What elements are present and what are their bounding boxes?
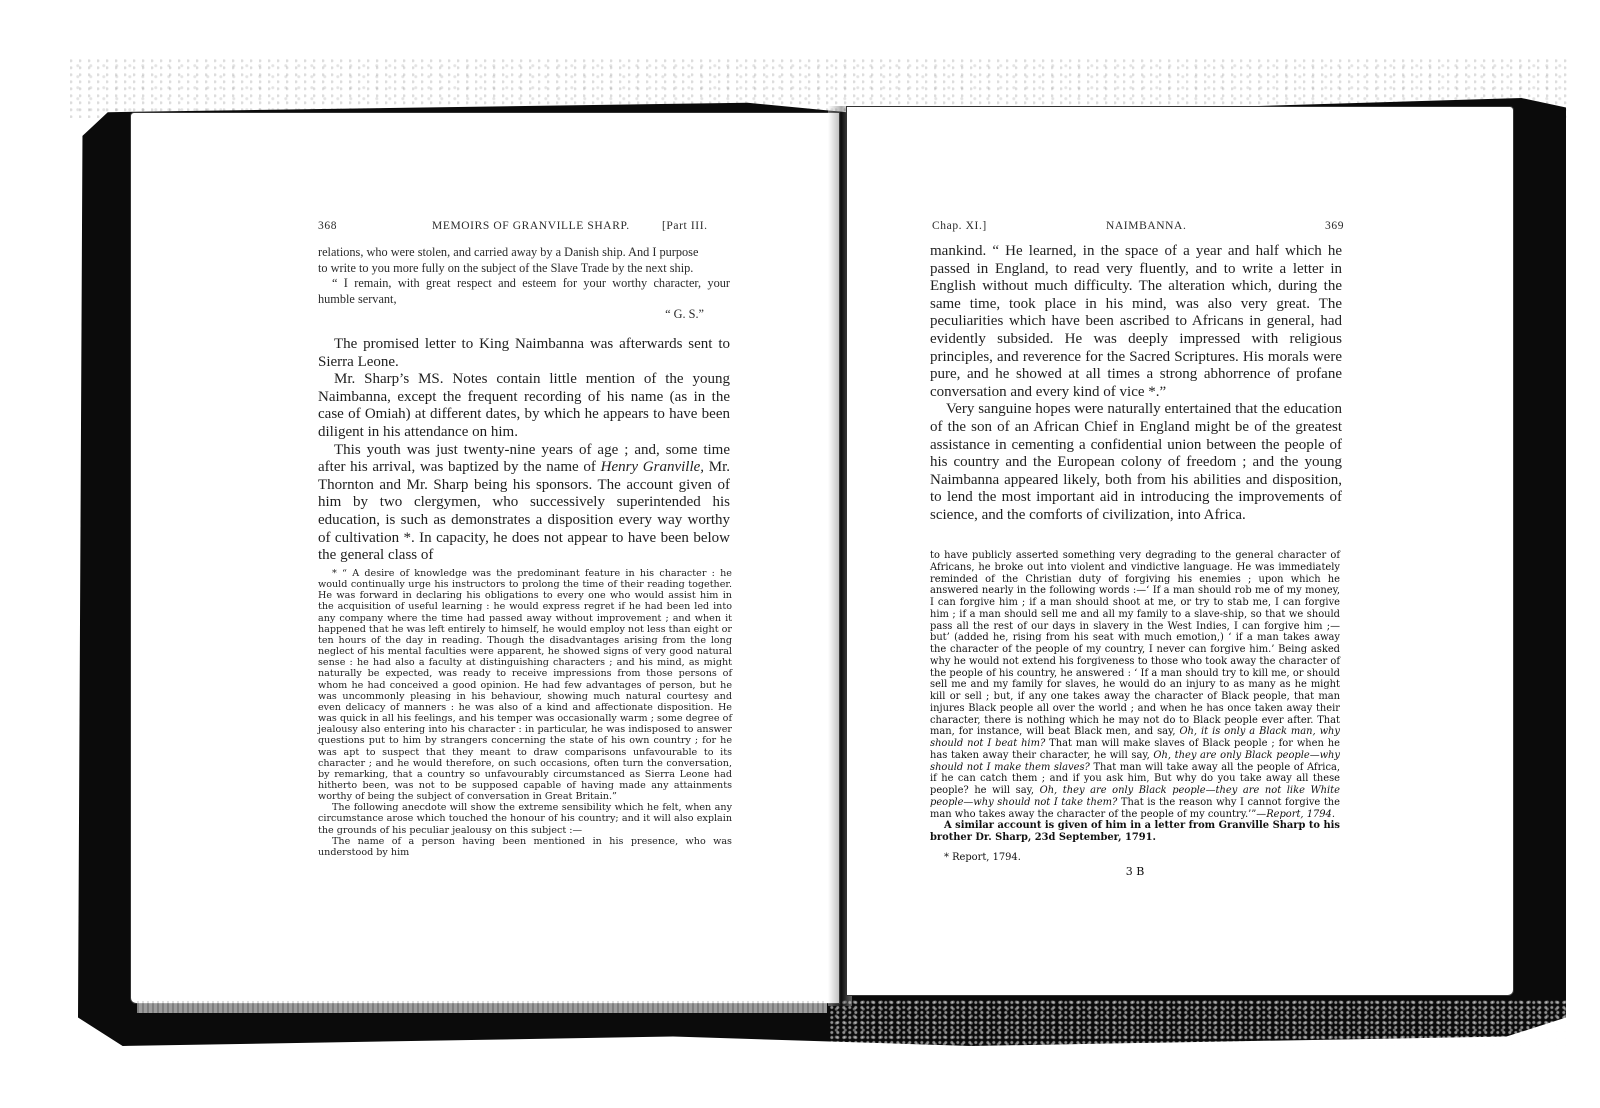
- left-body-text: [318, 336, 730, 565]
- paragraph: mankind. “ He learned, in the space of a year and half which he passed in England, to read very fluently, and to write a letter in English without much difficulty. The alteration which, during the same time, took place in his mind, was also very great. The peculiarities which have been ascribed to Africans in general, had evidently subsided. He was deeply impressed with religious principles, and reverence for the Sacred Scriptures. His morals were pure, and he showed at all times a strong abhorrence of profane conversation and every kind of vice *.”: [930, 243, 1342, 400]
- paragraph: Mr. Sharp’s MS. Notes contain little mention of the young Naimbanna, except the frequent recording of his name (as in the case of Omiah) at different dates, by which he appears to have been diligent in his attendance on him.: [318, 371, 730, 440]
- right-page-number: 369: [1325, 220, 1345, 232]
- footnote-text: That man will take away all the people of Africa, if he can catch them ; and if you ask him, But why do you take away all these people? he will say,: [930, 761, 1340, 796]
- letter-line: relations, who were stolen, and carried away by a Danish ship. And I purpose: [318, 245, 699, 259]
- footnote-text: to have publicly asserted something very degrading to the general character of Africans, he broke out into violent and vindictive language. He was immediately reminded of the Christian duty of forgiving his enemies ; upon which he answered nearly in the following words :—‘ If a man should rob me of my money, I can forgive him ; if a man should shoot at me, or try to stab me, I can forgive him ; if a man should sell me and all my family to a slave-ship, so that we should pass all the rest of our days in slavery in the West Indies, I can forgive him ;—but’ (added he, rising from his seat with much emotion,) ‘ if a man takes away the character of the people of my country, I never can forgive him.’ Being asked why he would not extend his forgiveness to those who took away the character of the people of his country, he answered : ‘ If a man should try to kill me, or should sell me and my family for slaves, he would do an injury to as many as he might kill or sell ; but, if any one takes away the character of Black people, that man injures Black people all over the world ; and when he has once taken away their character, there is nothing which he may not do to Black people ever after. That man, for instance, will beat Black men, and say,: [930, 550, 1340, 738]
- footnote-reference: * Report, 1794.: [944, 851, 1021, 863]
- right-running-title: NAIMBANNA.: [1106, 220, 1187, 232]
- footnote-paragraph: [930, 550, 1340, 820]
- footnote-text: That man will make slaves of Black people ; for when he has taken away their character, he will say,: [930, 738, 1340, 761]
- footnote-text: That is the reason why I cannot forgive the man who takes away the character of the people of my country.’”—: [930, 796, 1340, 820]
- paragraph-text: Mr. Thornton and Mr. Sharp being his sponsors. The account given of him by two clergymen, who successively superintended his education, is such as demonstrates a disposition every way worthy of cultivation *. In capacity, he does not appear to have been below the general class of: [318, 459, 731, 564]
- paragraph-text: This youth was just twenty-nine years of age ; and, some time after his arrival, was baptized by the name of: [318, 441, 730, 476]
- baptismal-name: Henry Granville,: [600, 459, 705, 476]
- paragraph: The promised letter to King Naimbanna was afterwards sent to Sierra Leone.: [318, 336, 730, 370]
- footnote-citation: Report, 1794.: [1266, 808, 1335, 820]
- scan-noise-bottom: [830, 1000, 1570, 1048]
- right-footnote: [930, 550, 1340, 877]
- letter-excerpt: [318, 245, 730, 323]
- footnote-quote: Oh, it is only a Black man, why should not I beat him?: [930, 726, 1340, 749]
- letter-line: to write to you more fully on the subject of the Slave Trade by the next ship.: [318, 260, 694, 275]
- left-footnote: [318, 568, 732, 858]
- left-part-label: [Part III.: [662, 220, 708, 232]
- footnote-paragraph: * “ A desire of knowledge was the predominant feature in his character : he would continually urge his instructors to prolong the time of their reading together. He was forward in declaring his obligations to every one who would assist him in the acquisition of useful learning : he would express regret if he had been led into any company where the time had passed away without improvement ; and when it happened that he was left entirely to himself, he would employ not less than eight or ten hours of the day in reading. Though the disadvantages arising from the long neglect of his mental faculties were apparent, he showed signs of very good natural sense : he had also a faculty at distinguishing characters ; and his mind, as might naturally be expected, was ready to receive impressions from those persons of whom he had conceived a good opinion. He had few advantages of person, but he was uncommonly pleasing in his behaviour, showing much natural courtesy and even delicacy of manners : he was also of a kind and affectionate disposition. He was quick in all his feelings, and his temper was occasionally warm ; some degree of jealousy also entering into his character : in particular, he was indisposed to answer questions put to him by strangers concerning the state of his own country ; for he was apt to suspect that they meant to draw comparisons unfavourable to its character ; and he would therefore, on such occasions, often turn the conversation, by remarking, that a country so unfavourably circumstanced as Sierra Leone had hitherto been, was not to be supposed capable of having made any attainments worthy of being the subject of conversation in Great Britain.”: [318, 568, 732, 803]
- left-page-number: 368: [318, 220, 338, 232]
- footnote-paragraph: A similar account is given of him in a letter from Granville Sharp to his brother Dr. Sharp, 23d September, 1791.: [930, 820, 1340, 843]
- chapter-label: Chap. XI.]: [932, 220, 987, 232]
- signature-mark: 3 B: [1125, 864, 1145, 878]
- footnote-quote: Oh, they are only Black people—why should not I make them slaves?: [930, 749, 1341, 773]
- letter-signature: “ G. S.”: [665, 307, 704, 321]
- paragraph: Very sanguine hopes were naturally entertained that the education of the son of an African Chief in England might be of the greatest assistance in cementing a confidential union between the people of his country and the European colony of freedom ; and the young Naimbanna appeared likely, both from his abilities and disposition, to lend the most important aid in introducing the improvements of science, and the comforts of civilization, into Africa.: [930, 401, 1342, 523]
- left-running-title: MEMOIRS OF GRANVILLE SHARP.: [432, 220, 630, 232]
- footnote-quote: Oh, they are only Black people—they are not like White people—why should not I take them?: [930, 785, 1340, 808]
- paragraph: [318, 442, 730, 565]
- footnote-paragraph: The following anecdote will show the extreme sensibility which he felt, when any circumstance arose which touched the honour of his country; and it will also explain the grounds of his peculiar jealousy on this subject :—: [318, 802, 732, 836]
- right-body-text: [930, 243, 1342, 525]
- letter-closing: “ I remain, with great respect and esteem for your worthy character, your humble servant,: [318, 276, 730, 306]
- footnote-paragraph: The name of a person having been mentioned in his presence, who was understood by him: [318, 835, 732, 858]
